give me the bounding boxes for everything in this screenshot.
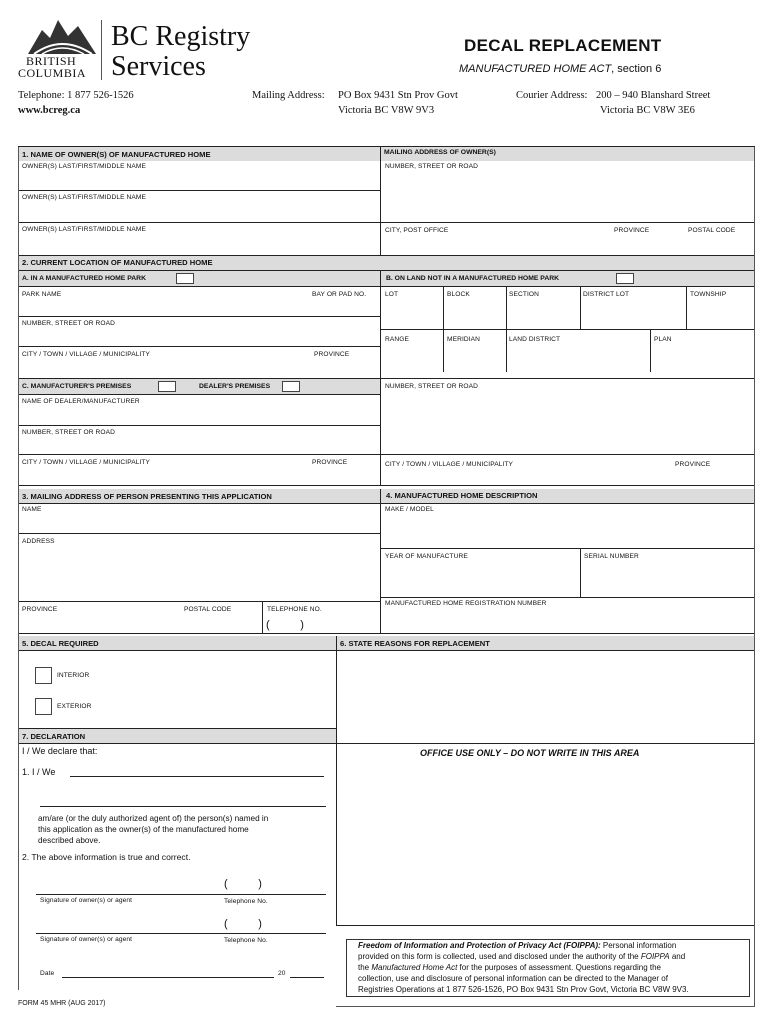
section6-title: 6. STATE REASONS FOR REPLACEMENT: [340, 639, 490, 648]
logo-registry-line2: Services: [111, 51, 206, 82]
land-number-street-label: NUMBER, STREET OR ROAD: [385, 383, 478, 390]
range-label: RANGE: [385, 336, 409, 343]
section7-title: 7. DECLARATION: [22, 732, 86, 741]
owner-mailing-title: MAILING ADDRESS OF OWNER(S): [384, 149, 496, 156]
land-district-label: LAND DISTRICT: [509, 336, 561, 343]
declaration-amare-1: am/are (or the duly authorized agent of) the person(s) named in: [38, 814, 269, 823]
declaration-item2: 2. The above information is true and correct.: [22, 852, 191, 862]
block-label: BLOCK: [447, 291, 470, 298]
presenter-postal-label: POSTAL CODE: [184, 606, 232, 613]
form-number: FORM 45 MHR (AUG 2017): [18, 1000, 106, 1007]
signer2-phone-parens[interactable]: ( ): [224, 918, 262, 930]
declaration-item1: 1. I / We: [22, 767, 56, 777]
owner-postal-label: POSTAL CODE: [688, 227, 736, 234]
land-province-label: PROVINCE: [675, 461, 711, 468]
year-manufacture-label: YEAR OF MANUFACTURE: [385, 553, 468, 560]
bay-pad-label: BAY OR PAD NO.: [312, 291, 367, 298]
park-name-label: PARK NAME: [22, 291, 62, 298]
owner-name-label-1: OWNER(S) LAST/FIRST/MIDDLE NAME: [22, 163, 146, 170]
presenter-name-label: NAME: [22, 506, 42, 513]
declaration-amare-2: this application as the owner(s) of the manufactured home: [38, 825, 249, 834]
owner-province-label: PROVINCE: [614, 227, 650, 234]
mailing-address-label: Mailing Address:: [252, 90, 325, 101]
signature-line-2[interactable]: [36, 933, 326, 934]
contact-telephone: Telephone: 1 877 526-1526: [18, 90, 134, 101]
land-city-label: CITY / TOWN / VILLAGE / MUNICIPALITY: [385, 461, 514, 468]
courier-address-label: Courier Address:: [516, 90, 588, 101]
township-label: TOWNSHIP: [690, 291, 727, 298]
logo-province-line1: BRITISH: [26, 54, 77, 68]
subsection-b-title: B. ON LAND NOT IN A MANUFACTURED HOME PARK: [386, 275, 560, 282]
signature-line-1[interactable]: [36, 894, 326, 895]
signature-label-2: Signature of owner(s) or agent: [40, 936, 133, 943]
section3-title: 3. MAILING ADDRESS OF PERSON PRESENTING THIS APPLICATION: [22, 492, 272, 501]
dealer-number-street-label: NUMBER, STREET OR ROAD: [22, 429, 115, 436]
not-in-park-checkbox[interactable]: [616, 273, 634, 284]
interior-checkbox[interactable]: [35, 667, 52, 684]
owner-name-label-3: OWNER(S) LAST/FIRST/MIDDLE NAME: [22, 226, 146, 233]
date-label: Date: [40, 970, 55, 977]
foippa-line3: the Manufactured Home Act for the purposes of assessment. Questions regarding the: [358, 963, 661, 972]
foippa-line2: provided on this form is collected, used and disclosed under the authority of the FOIPPA and: [358, 952, 686, 961]
registration-number-label: MANUFACTURED HOME REGISTRATION NUMBER: [385, 600, 547, 607]
section4-title: 4. MANUFACTURED HOME DESCRIPTION: [386, 491, 538, 500]
telephone-label-1: Telephone No.: [224, 898, 268, 905]
presenter-telephone-label: TELEPHONE NO.: [267, 606, 322, 613]
lot-label: LOT: [385, 291, 399, 298]
declare-text: I / We declare that:: [22, 746, 98, 756]
section-label: SECTION: [509, 291, 540, 298]
telephone-label-2: Telephone No.: [224, 937, 268, 944]
exterior-label: EXTERIOR: [57, 703, 92, 710]
subsection-a-title: A. IN A MANUFACTURED HOME PARK: [22, 275, 146, 282]
declarant-name-line-2[interactable]: [40, 806, 326, 807]
dealer-name-label: NAME OF DEALER/MANUFACTURER: [22, 398, 140, 405]
exterior-checkbox[interactable]: [35, 698, 52, 715]
dealer-city-label: CITY / TOWN / VILLAGE / MUNICIPALITY: [22, 459, 151, 466]
dealer-province-label: PROVINCE: [312, 459, 348, 466]
make-model-label: MAKE / MODEL: [385, 506, 434, 513]
logo-province-line2: COLUMBIA: [18, 66, 87, 80]
date-year-line[interactable]: [290, 977, 324, 978]
owner-city-label: CITY, POST OFFICE: [385, 227, 449, 234]
presenter-phone-field[interactable]: ( ): [266, 619, 304, 631]
declaration-amare-3: described above.: [38, 836, 101, 845]
section5-title: 5. DECAL REQUIRED: [22, 639, 99, 648]
park-province-label: PROVINCE: [314, 351, 350, 358]
foippa-line5: Registries Operations at 1 877 526-1526, PO Box 9431 Stn Prov Govt, Victoria BC V8W 9V3.: [358, 985, 689, 994]
mailing-address-line1: PO Box 9431 Stn Prov Govt: [338, 90, 458, 101]
park-checkbox[interactable]: [176, 273, 194, 284]
courier-address-line2: Victoria BC V8W 3E6: [600, 105, 695, 116]
district-lot-label: DISTRICT LOT: [583, 291, 630, 298]
signer1-phone-parens[interactable]: ( ): [224, 878, 262, 890]
section2-title: 2. CURRENT LOCATION OF MANUFACTURED HOME: [22, 258, 213, 267]
section1-title: 1. NAME OF OWNER(S) OF MANUFACTURED HOME: [22, 150, 211, 159]
manufacturer-premises-checkbox[interactable]: [158, 381, 176, 392]
plan-label: PLAN: [654, 336, 672, 343]
meridian-label: MERIDIAN: [447, 336, 481, 343]
foippa-line4: collection, use and disclosure of personal information can be directed to the Manager of: [358, 974, 668, 983]
form-title: DECAL REPLACEMENT: [464, 36, 662, 55]
date-year-prefix: 20: [278, 970, 286, 977]
declarant-name-line[interactable]: [70, 776, 324, 777]
park-city-label: CITY / TOWN / VILLAGE / MUNICIPALITY: [22, 351, 151, 358]
form-subtitle: MANUFACTURED HOME ACT, section 6: [459, 63, 662, 75]
park-number-street-label: NUMBER, STREET OR ROAD: [22, 320, 115, 327]
interior-label: INTERIOR: [57, 672, 90, 679]
presenter-address-label: ADDRESS: [22, 538, 55, 545]
courier-address-line1: 200 – 940 Blanshard Street: [596, 90, 711, 101]
office-use-notice: OFFICE USE ONLY – DO NOT WRITE IN THIS AREA: [420, 748, 640, 758]
date-line[interactable]: [62, 977, 274, 978]
dealer-premises-checkbox[interactable]: [282, 381, 300, 392]
mailing-address-line2: Victoria BC V8W 9V3: [338, 105, 435, 116]
contact-website[interactable]: www.bcreg.ca: [18, 105, 81, 116]
foippa-line1: Freedom of Information and Protection of Privacy Act (FOIPPA): Personal information: [358, 941, 677, 950]
signature-label-1: Signature of owner(s) or agent: [40, 897, 133, 904]
logo-registry-line1: BC Registry: [111, 21, 251, 52]
presenter-province-label: PROVINCE: [22, 606, 58, 613]
dealer-premises-label: DEALER'S PREMISES: [199, 383, 271, 390]
serial-number-label: SERIAL NUMBER: [584, 553, 639, 560]
subsection-c-title: C. MANUFACTURER'S PREMISES: [22, 383, 132, 390]
owner-number-street-label: NUMBER, STREET OR ROAD: [385, 163, 478, 170]
owner-name-label-2: OWNER(S) LAST/FIRST/MIDDLE NAME: [22, 194, 146, 201]
